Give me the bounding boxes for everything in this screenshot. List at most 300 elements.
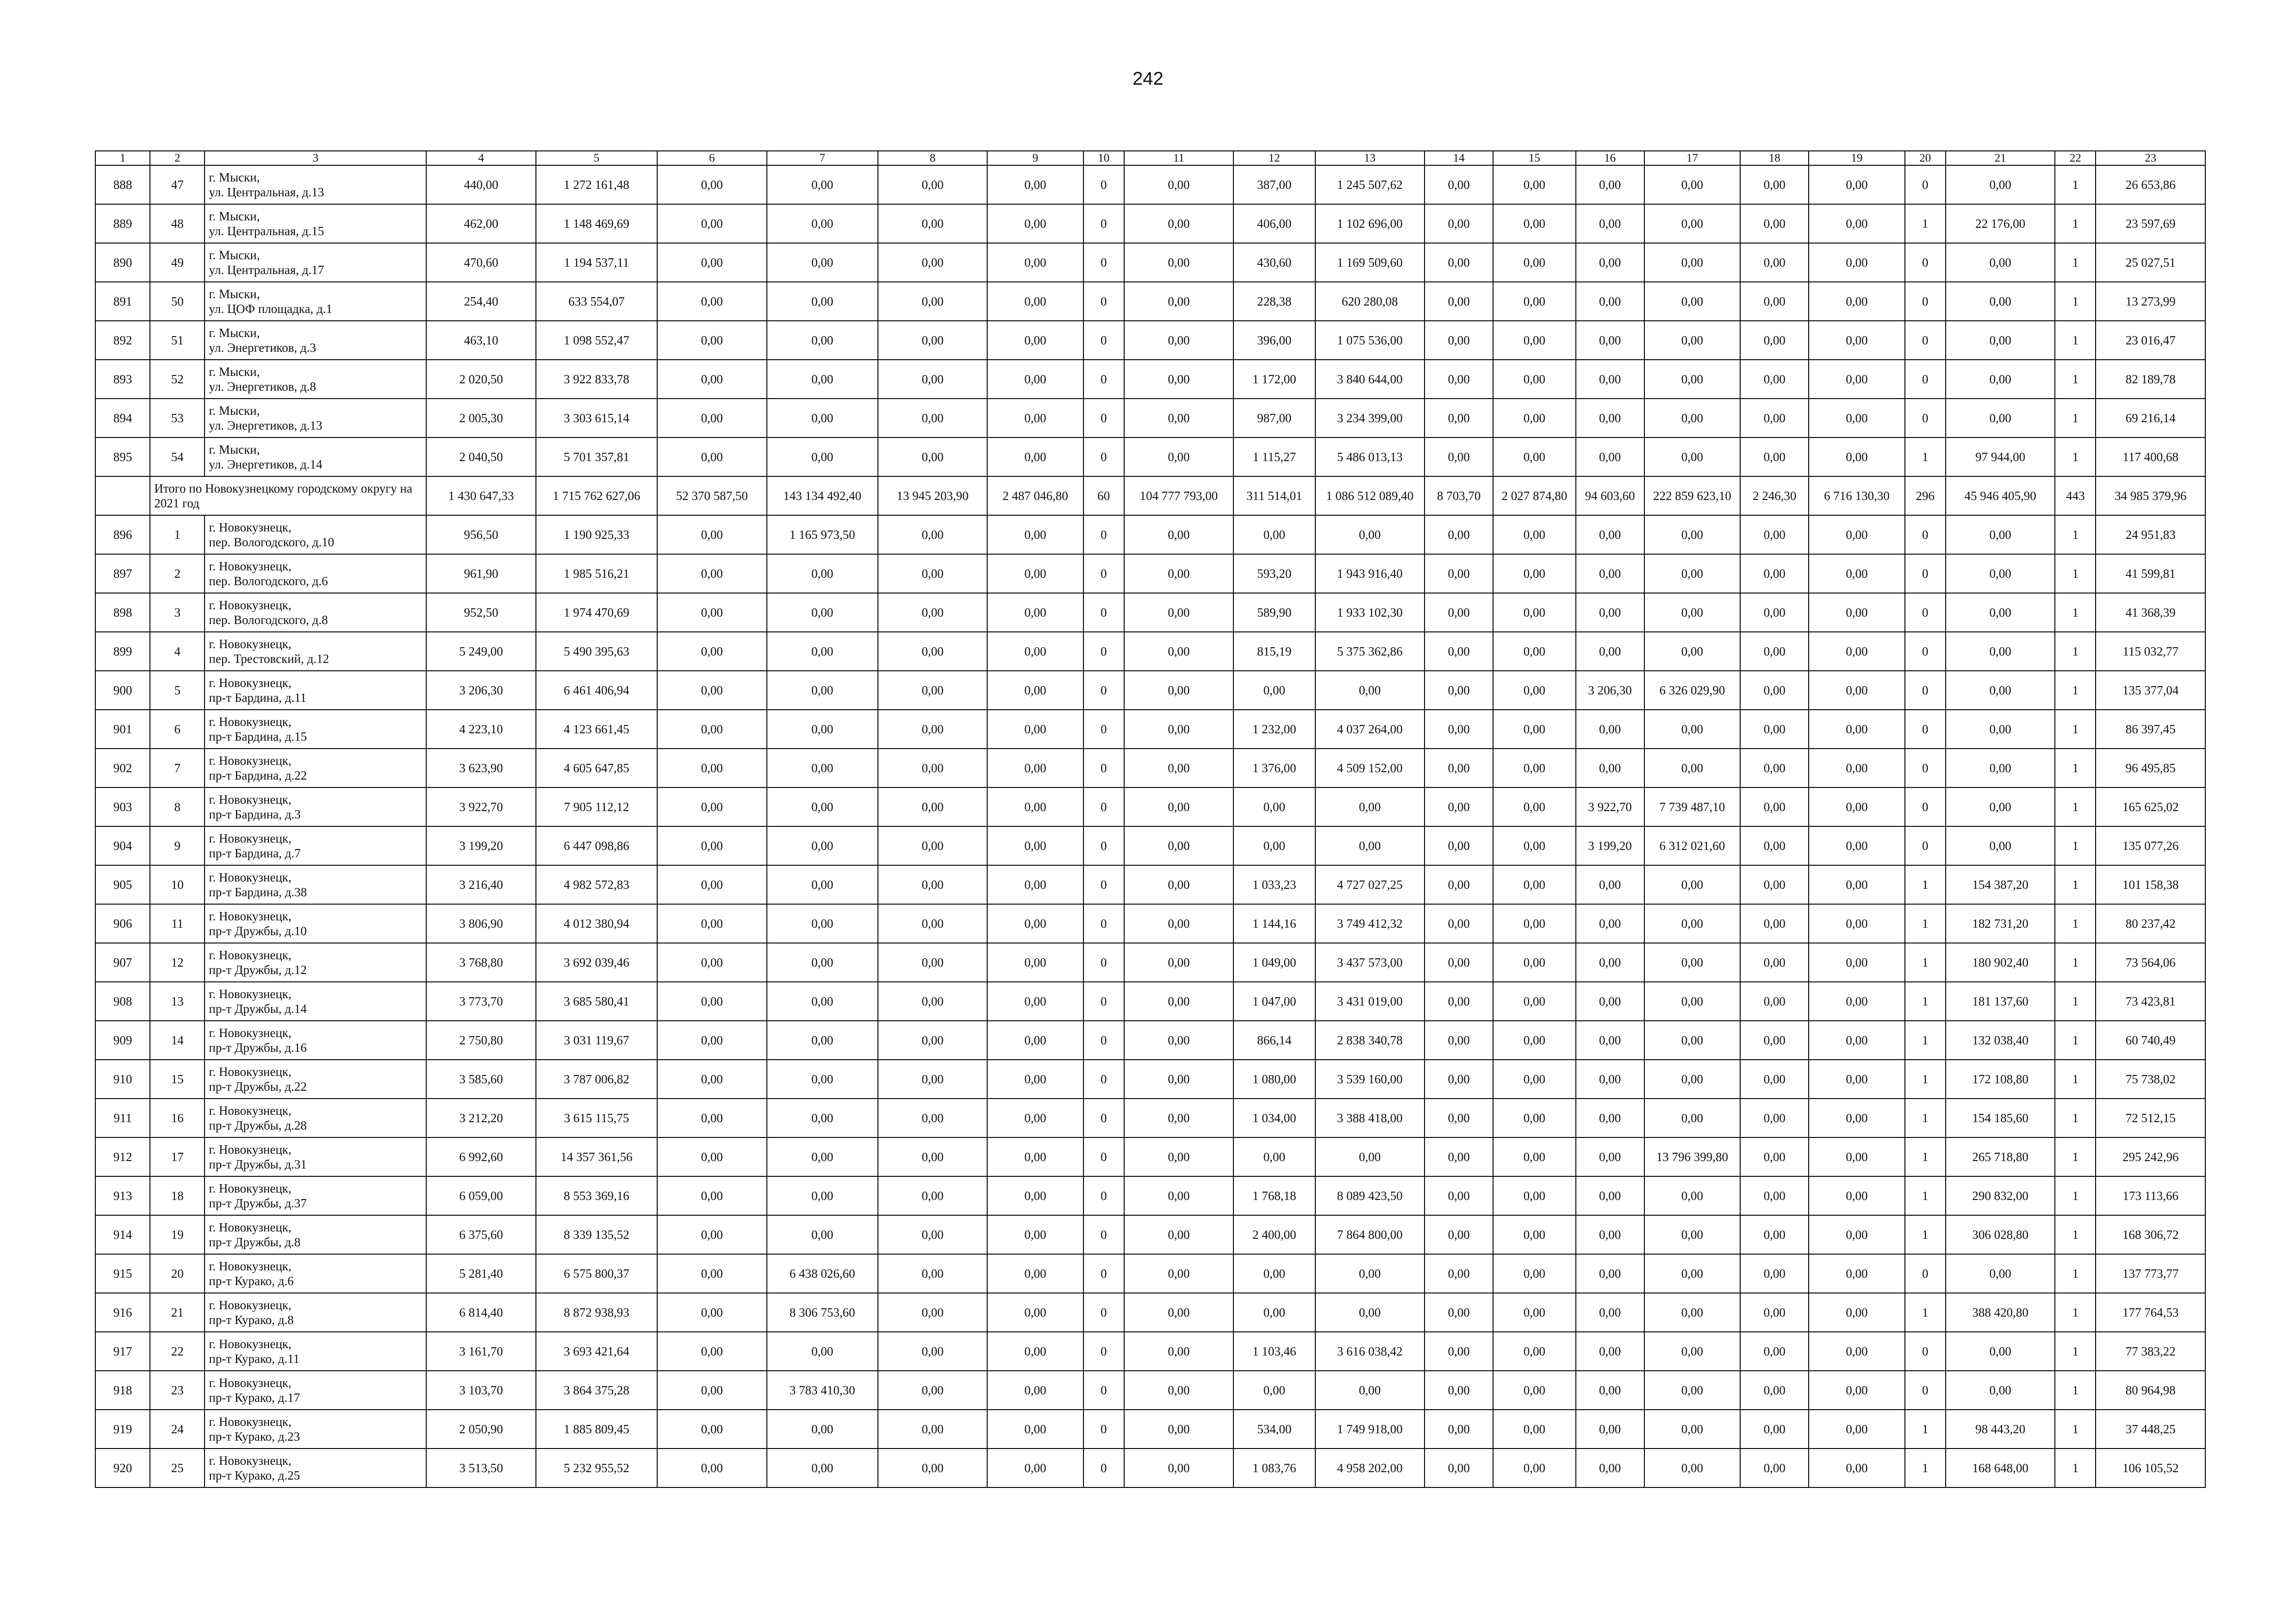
value-cell: 0,00	[878, 360, 987, 399]
value-cell: 2 005,30	[426, 399, 535, 437]
value-cell: 4 012 380,94	[536, 904, 657, 943]
value-cell: 0	[1083, 204, 1124, 243]
address-street: пр-т Бардина, д.3	[209, 807, 301, 821]
value-cell: 73 423,81	[2096, 982, 2205, 1021]
value-cell: 0,00	[657, 165, 766, 204]
value-cell: 5 375 362,86	[1315, 632, 1425, 671]
value-cell: 0,00	[1493, 1332, 1575, 1371]
address-cell	[205, 165, 426, 204]
value-cell: 0	[1905, 243, 1946, 282]
subtotal-value-cell: 45 946 405,90	[1946, 476, 2055, 515]
value-cell: 0,00	[1233, 1293, 1315, 1332]
value-cell: 0,00	[1493, 1137, 1575, 1176]
value-cell: 0,00	[1576, 321, 1644, 360]
value-cell: 0,00	[1576, 165, 1644, 204]
address-street: пр-т Дружбы, д.37	[209, 1196, 307, 1210]
value-cell: 0,00	[767, 282, 878, 321]
value-cell: 0,00	[1315, 1371, 1425, 1410]
value-cell: 0,00	[1740, 787, 1809, 826]
value-cell: 534,00	[1233, 1410, 1315, 1449]
value-cell: 0,00	[987, 904, 1083, 943]
empty-cell	[95, 476, 150, 515]
address-street: пр-т Дружбы, д.10	[209, 924, 307, 938]
value-cell: 1	[2055, 399, 2096, 437]
value-cell: 0	[1905, 554, 1946, 593]
value-cell: 228,38	[1233, 282, 1315, 321]
value-cell: 0,00	[1809, 165, 1904, 204]
value-cell: 0,00	[987, 1137, 1083, 1176]
value-cell: 0,00	[1124, 321, 1233, 360]
value-cell: 0,00	[1493, 554, 1575, 593]
value-cell: 1 049,00	[1233, 943, 1315, 982]
table-row	[95, 982, 2205, 1021]
sub-number-cell: 19	[150, 1215, 205, 1254]
address-street: пр-т Дружбы, д.12	[209, 963, 307, 977]
value-cell: 7 739 487,10	[1644, 787, 1740, 826]
address-cell	[205, 1254, 426, 1293]
value-cell: 0	[1083, 360, 1124, 399]
value-cell: 0,00	[1124, 1371, 1233, 1410]
value-cell: 1	[1905, 982, 1946, 1021]
value-cell: 0,00	[987, 282, 1083, 321]
value-cell: 6 575 800,37	[536, 1254, 657, 1293]
value-cell: 0,00	[1124, 710, 1233, 749]
value-cell: 0	[1083, 632, 1124, 671]
value-cell: 0,00	[1644, 515, 1740, 554]
value-cell: 0,00	[1809, 1021, 1904, 1060]
address-city: г. Новокузнецк,	[209, 1220, 292, 1234]
value-cell: 0,00	[1644, 904, 1740, 943]
sub-number-cell: 22	[150, 1332, 205, 1371]
sub-number-cell: 15	[150, 1060, 205, 1099]
value-cell: 1	[2055, 243, 2096, 282]
value-cell: 1 885 809,45	[536, 1410, 657, 1449]
value-cell: 815,19	[1233, 632, 1315, 671]
value-cell: 0,00	[1425, 282, 1493, 321]
address-cell	[205, 321, 426, 360]
value-cell: 0,00	[1740, 399, 1809, 437]
address-cell	[205, 1176, 426, 1215]
address-street: ул. Центральная, д.15	[209, 224, 324, 238]
value-cell: 0,00	[1576, 554, 1644, 593]
value-cell: 0,00	[1425, 165, 1493, 204]
value-cell: 0,00	[657, 554, 766, 593]
value-cell: 0,00	[1946, 826, 2055, 865]
value-cell: 0,00	[1425, 787, 1493, 826]
value-cell: 0,00	[767, 865, 878, 904]
value-cell: 0,00	[767, 826, 878, 865]
value-cell: 0,00	[1576, 710, 1644, 749]
value-cell: 0,00	[987, 1410, 1083, 1449]
value-cell: 0,00	[1740, 826, 1809, 865]
value-cell: 3 783 410,30	[767, 1371, 878, 1410]
value-cell: 0,00	[657, 826, 766, 865]
address-street: пр-т Бардина, д.22	[209, 768, 307, 782]
value-cell: 387,00	[1233, 165, 1315, 204]
sub-number-cell: 47	[150, 165, 205, 204]
address-city: г. Новокузнецк,	[209, 1376, 292, 1390]
value-cell: 0,00	[657, 1176, 766, 1215]
address-cell	[205, 204, 426, 243]
value-cell: 0,00	[1576, 243, 1644, 282]
table-row	[95, 1176, 2205, 1215]
value-cell: 1	[1905, 1176, 1946, 1215]
column-number: 14	[1425, 151, 1493, 165]
value-cell: 0,00	[1946, 399, 2055, 437]
value-cell: 0,00	[878, 826, 987, 865]
value-cell: 306 028,80	[1946, 1215, 2055, 1254]
value-cell: 173 113,66	[2096, 1176, 2205, 1215]
address-street: пер. Вологодского, д.6	[209, 574, 328, 588]
address-city: г. Новокузнецк,	[209, 909, 292, 923]
value-cell: 633 554,07	[536, 282, 657, 321]
value-cell: 3 199,20	[426, 826, 535, 865]
sub-number-cell: 48	[150, 204, 205, 243]
table-row	[95, 1137, 2205, 1176]
value-cell: 0,00	[987, 1021, 1083, 1060]
value-cell: 0,00	[657, 243, 766, 282]
value-cell: 14 357 361,56	[536, 1137, 657, 1176]
address-city: г. Новокузнецк,	[209, 831, 292, 845]
address-street: пр-т Дружбы, д.16	[209, 1041, 307, 1055]
value-cell: 0,00	[1946, 243, 2055, 282]
value-cell: 168 648,00	[1946, 1449, 2055, 1487]
value-cell: 1	[2055, 1449, 2096, 1487]
sub-number-cell: 16	[150, 1099, 205, 1137]
value-cell: 0,00	[1809, 1137, 1904, 1176]
column-number: 19	[1809, 151, 1904, 165]
sub-number-cell: 21	[150, 1293, 205, 1332]
table-row	[95, 749, 2205, 787]
table-row	[95, 632, 2205, 671]
value-cell: 6 312 021,60	[1644, 826, 1740, 865]
value-cell: 75 738,02	[2096, 1060, 2205, 1099]
address-street: пр-т Курако, д.23	[209, 1430, 300, 1443]
sub-number-cell: 50	[150, 282, 205, 321]
sub-number-cell: 11	[150, 904, 205, 943]
value-cell: 0,00	[767, 437, 878, 476]
value-cell: 0,00	[657, 437, 766, 476]
value-cell: 3 539 160,00	[1315, 1060, 1425, 1099]
value-cell: 0	[1905, 787, 1946, 826]
value-cell: 1	[2055, 865, 2096, 904]
value-cell: 1 080,00	[1233, 1060, 1315, 1099]
address-street: пр-т Дружбы, д.22	[209, 1080, 307, 1093]
value-cell: 0,00	[1644, 1410, 1740, 1449]
value-cell: 0,00	[1493, 671, 1575, 710]
value-cell: 0,00	[878, 671, 987, 710]
address-cell	[205, 1060, 426, 1099]
value-cell: 0,00	[1425, 437, 1493, 476]
value-cell: 0	[1905, 165, 1946, 204]
value-cell: 0,00	[1644, 282, 1740, 321]
value-cell: 0,00	[1740, 243, 1809, 282]
address-city: г. Новокузнецк,	[209, 637, 292, 651]
value-cell: 3 303 615,14	[536, 399, 657, 437]
address-city: г. Новокузнецк,	[209, 1337, 292, 1351]
column-number: 3	[205, 151, 426, 165]
value-cell: 106 105,52	[2096, 1449, 2205, 1487]
value-cell: 0,00	[1124, 943, 1233, 982]
value-cell: 1	[1905, 1021, 1946, 1060]
value-cell: 1 376,00	[1233, 749, 1315, 787]
table-row	[95, 204, 2205, 243]
value-cell: 593,20	[1233, 554, 1315, 593]
value-cell: 0,00	[1124, 243, 1233, 282]
table-row	[95, 1293, 2205, 1332]
subtotal-value-cell: 6 716 130,30	[1809, 476, 1904, 515]
value-cell: 0,00	[1740, 554, 1809, 593]
address-street: ул. Энергетиков, д.3	[209, 341, 316, 355]
value-cell: 3 773,70	[426, 982, 535, 1021]
address-street: пр-т Бардина, д.15	[209, 730, 307, 743]
value-cell: 0,00	[1576, 1021, 1644, 1060]
value-cell: 0,00	[1809, 1293, 1904, 1332]
value-cell: 0,00	[1576, 1332, 1644, 1371]
value-cell: 3 234 399,00	[1315, 399, 1425, 437]
value-cell: 5 281,40	[426, 1254, 535, 1293]
address-cell	[205, 904, 426, 943]
value-cell: 0,00	[1493, 1099, 1575, 1137]
value-cell: 3 437 573,00	[1315, 943, 1425, 982]
value-cell: 0,00	[1124, 1293, 1233, 1332]
value-cell: 0,00	[987, 826, 1083, 865]
sub-number-cell: 17	[150, 1137, 205, 1176]
value-cell: 0,00	[767, 321, 878, 360]
value-cell: 0,00	[1644, 165, 1740, 204]
value-cell: 0,00	[878, 1021, 987, 1060]
value-cell: 0,00	[1124, 1137, 1233, 1176]
value-cell: 0,00	[1425, 1293, 1493, 1332]
value-cell: 0,00	[657, 1060, 766, 1099]
table-row	[95, 826, 2205, 865]
value-cell: 0,00	[1644, 1021, 1740, 1060]
value-cell: 0,00	[657, 1254, 766, 1293]
value-cell: 0	[1905, 399, 1946, 437]
value-cell: 0,00	[1493, 1254, 1575, 1293]
value-cell: 4 958 202,00	[1315, 1449, 1425, 1487]
value-cell: 0,00	[657, 982, 766, 1021]
value-cell: 0,00	[987, 204, 1083, 243]
sub-number-cell: 13	[150, 982, 205, 1021]
value-cell: 3 615 115,75	[536, 1099, 657, 1137]
value-cell: 1 034,00	[1233, 1099, 1315, 1137]
row-number-cell: 895	[95, 437, 150, 476]
address-cell	[205, 749, 426, 787]
subtotal-value-cell: 222 859 623,10	[1644, 476, 1740, 515]
value-cell: 1	[2055, 282, 2096, 321]
value-cell: 8 553 369,16	[536, 1176, 657, 1215]
value-cell: 866,14	[1233, 1021, 1315, 1060]
address-cell	[205, 943, 426, 982]
value-cell: 72 512,15	[2096, 1099, 2205, 1137]
value-cell: 0,00	[1315, 1254, 1425, 1293]
value-cell: 0,00	[1493, 1371, 1575, 1410]
value-cell: 0,00	[1740, 165, 1809, 204]
sub-number-cell: 52	[150, 360, 205, 399]
value-cell: 0,00	[1124, 1099, 1233, 1137]
value-cell: 0,00	[878, 749, 987, 787]
value-cell: 0,00	[1809, 826, 1904, 865]
value-cell: 0,00	[987, 165, 1083, 204]
sub-number-cell: 23	[150, 1371, 205, 1410]
value-cell: 0	[1083, 593, 1124, 632]
value-cell: 0,00	[1946, 1332, 2055, 1371]
value-cell: 0,00	[1493, 1176, 1575, 1215]
value-cell: 0	[1905, 321, 1946, 360]
value-cell: 0	[1083, 1021, 1124, 1060]
value-cell: 1	[1905, 1137, 1946, 1176]
value-cell: 0,00	[1740, 1215, 1809, 1254]
value-cell: 0,00	[1576, 1449, 1644, 1487]
address-street: пр-т Курако, д.25	[209, 1468, 300, 1482]
value-cell: 0,00	[657, 632, 766, 671]
value-cell: 0	[1083, 515, 1124, 554]
value-cell: 0,00	[1644, 710, 1740, 749]
value-cell: 0,00	[1644, 1060, 1740, 1099]
row-number-cell: 910	[95, 1060, 150, 1099]
value-cell: 0	[1905, 671, 1946, 710]
value-cell: 0,00	[657, 671, 766, 710]
value-cell: 1 047,00	[1233, 982, 1315, 1021]
value-cell: 4 037 264,00	[1315, 710, 1425, 749]
address-city: г. Новокузнецк,	[209, 754, 292, 768]
value-cell: 0,00	[1576, 904, 1644, 943]
value-cell: 3 616 038,42	[1315, 1332, 1425, 1371]
value-cell: 0,00	[1124, 1449, 1233, 1487]
value-cell: 6 461 406,94	[536, 671, 657, 710]
value-cell: 0	[1083, 710, 1124, 749]
value-cell: 80 237,42	[2096, 904, 2205, 943]
value-cell: 0,00	[1493, 165, 1575, 204]
value-cell: 0,00	[1315, 826, 1425, 865]
value-cell: 0,00	[1809, 1371, 1904, 1410]
column-number: 11	[1124, 151, 1233, 165]
value-cell: 0,00	[1644, 243, 1740, 282]
value-cell: 8 089 423,50	[1315, 1176, 1425, 1215]
value-cell: 0,00	[1425, 360, 1493, 399]
value-cell: 0,00	[1576, 437, 1644, 476]
address-street: пер. Вологодского, д.8	[209, 613, 328, 627]
value-cell: 1	[1905, 1410, 1946, 1449]
value-cell: 0,00	[1740, 1332, 1809, 1371]
subtotal-value-cell: 8 703,70	[1425, 476, 1493, 515]
value-cell: 0,00	[1493, 943, 1575, 982]
row-number-cell: 898	[95, 593, 150, 632]
address-city: г. Новокузнецк,	[209, 1181, 292, 1195]
value-cell: 0,00	[987, 399, 1083, 437]
value-cell: 1 768,18	[1233, 1176, 1315, 1215]
value-cell: 5 486 013,13	[1315, 437, 1425, 476]
value-cell: 0,00	[1493, 632, 1575, 671]
value-cell: 956,50	[426, 515, 535, 554]
sub-number-cell: 3	[150, 593, 205, 632]
address-cell	[205, 437, 426, 476]
table-row	[95, 515, 2205, 554]
value-cell: 0,00	[1425, 865, 1493, 904]
sub-number-cell: 25	[150, 1449, 205, 1487]
row-number-cell: 904	[95, 826, 150, 865]
row-number-cell: 892	[95, 321, 150, 360]
table-row	[95, 787, 2205, 826]
value-cell: 0,00	[1233, 1254, 1315, 1293]
value-cell: 0,00	[1576, 399, 1644, 437]
value-cell: 0,00	[987, 1176, 1083, 1215]
value-cell: 0,00	[1576, 1137, 1644, 1176]
value-cell: 1	[2055, 554, 2096, 593]
value-cell: 6 447 098,86	[536, 826, 657, 865]
value-cell: 0,00	[1809, 1254, 1904, 1293]
value-cell: 0,00	[1124, 204, 1233, 243]
address-street: ул. Энергетиков, д.14	[209, 457, 323, 471]
value-cell: 0	[1905, 1332, 1946, 1371]
value-cell: 0,00	[657, 943, 766, 982]
value-cell: 0,00	[1425, 1449, 1493, 1487]
table-row	[95, 710, 2205, 749]
value-cell: 2 020,50	[426, 360, 535, 399]
value-cell: 0,00	[1946, 515, 2055, 554]
address-cell	[205, 593, 426, 632]
value-cell: 4 727 027,25	[1315, 865, 1425, 904]
value-cell: 3 787 006,82	[536, 1060, 657, 1099]
value-cell: 0,00	[1124, 982, 1233, 1021]
value-cell: 0	[1905, 826, 1946, 865]
value-cell: 0,00	[1124, 787, 1233, 826]
column-number: 12	[1233, 151, 1315, 165]
table-row	[95, 437, 2205, 476]
value-cell: 3 206,30	[1576, 671, 1644, 710]
value-cell: 0,00	[1740, 1293, 1809, 1332]
row-number-cell: 909	[95, 1021, 150, 1060]
value-cell: 0,00	[767, 904, 878, 943]
value-cell: 6 326 029,90	[1644, 671, 1740, 710]
value-cell: 13 796 399,80	[1644, 1137, 1740, 1176]
column-number: 17	[1644, 151, 1740, 165]
value-cell: 0,00	[1576, 1254, 1644, 1293]
value-cell: 1 075 536,00	[1315, 321, 1425, 360]
value-cell: 135 077,26	[2096, 826, 2205, 865]
value-cell: 0,00	[1740, 1449, 1809, 1487]
address-city: г. Мыски,	[209, 248, 260, 262]
value-cell: 0	[1083, 321, 1124, 360]
value-cell: 0,00	[1233, 515, 1315, 554]
address-cell	[205, 982, 426, 1021]
value-cell: 430,60	[1233, 243, 1315, 282]
value-cell: 3 864 375,28	[536, 1371, 657, 1410]
value-cell: 154 185,60	[1946, 1099, 2055, 1137]
value-cell: 1	[1905, 1215, 1946, 1254]
column-number: 8	[878, 151, 987, 165]
value-cell: 0	[1083, 1215, 1124, 1254]
value-cell: 0,00	[878, 437, 987, 476]
address-city: г. Новокузнецк,	[209, 715, 292, 729]
value-cell: 0	[1905, 515, 1946, 554]
value-cell: 0,00	[878, 593, 987, 632]
address-city: г. Новокузнецк,	[209, 870, 292, 884]
value-cell: 0,00	[1124, 1021, 1233, 1060]
table-row	[95, 1254, 2205, 1293]
value-cell: 0,00	[657, 1293, 766, 1332]
value-cell: 0,00	[987, 671, 1083, 710]
value-cell: 1	[2055, 749, 2096, 787]
value-cell: 0	[1083, 165, 1124, 204]
address-street: пр-т Бардина, д.11	[209, 691, 307, 705]
value-cell: 0,00	[1740, 1176, 1809, 1215]
value-cell: 6 992,60	[426, 1137, 535, 1176]
address-cell	[205, 1021, 426, 1060]
value-cell: 0,00	[878, 1176, 987, 1215]
column-number: 16	[1576, 151, 1644, 165]
